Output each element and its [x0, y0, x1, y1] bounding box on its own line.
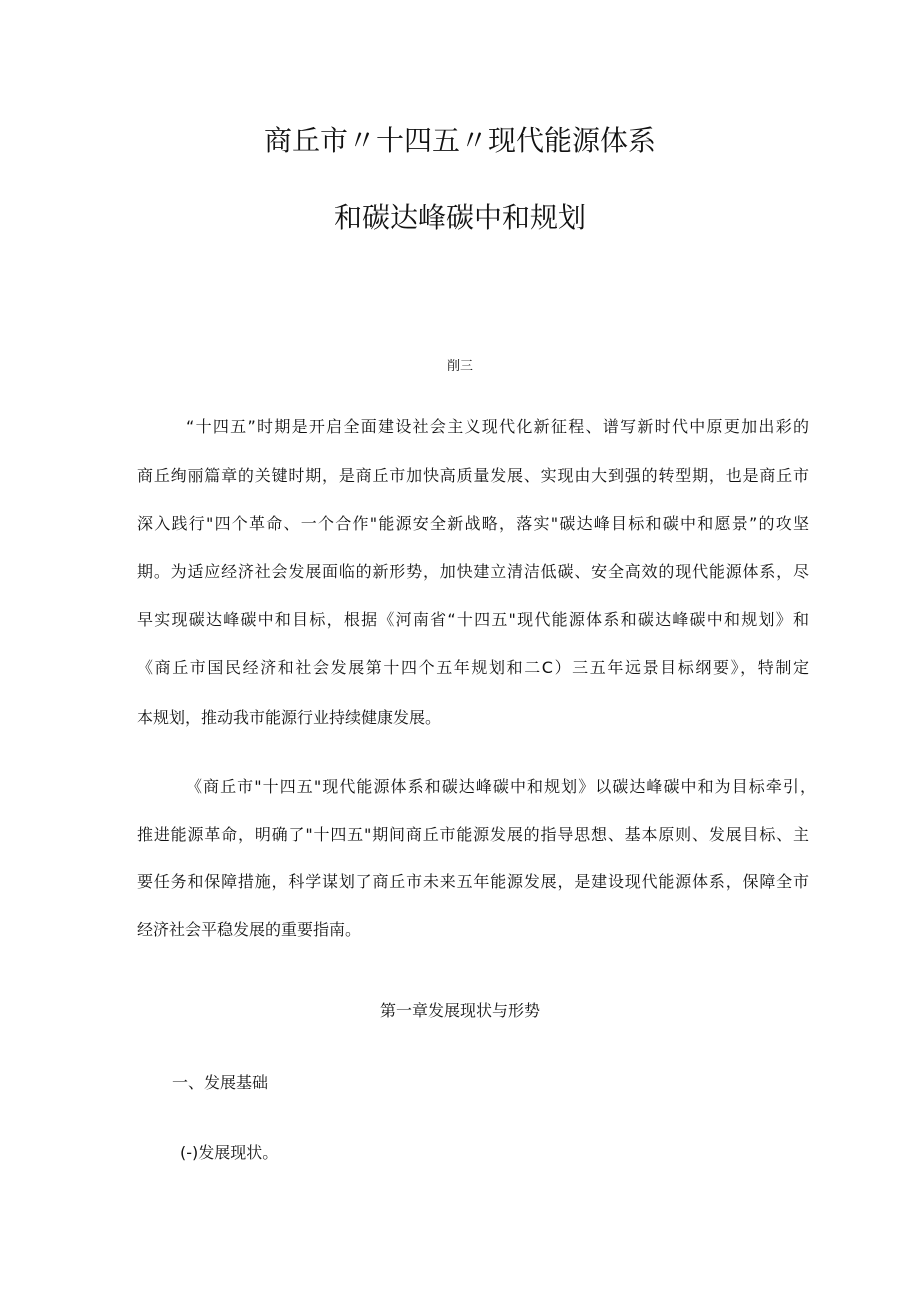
paragraph-line: 本规划，推动我市能源行业持续健康发展。: [137, 708, 442, 727]
paragraph-line: 要任务和保障措施，科学谋划了商丘市未来五年能源发展，是建设现代能源体系，保障全市: [137, 872, 809, 891]
paragraph-line: 经济社会平稳发展的重要指南。: [137, 920, 362, 939]
chapter-heading: 第一章发展现状与形势: [379, 1001, 540, 1020]
paragraph-line: 早实现碳达峰碳中和目标，根据《河南省“十四五"现代能源体系和碳达峰碳中和规划》和: [137, 610, 809, 629]
subsection-heading: (-)发展现状。: [180, 1143, 279, 1162]
preface-label: 削三: [446, 359, 473, 374]
document-title-line-1: 商丘市〃十四五〃现代能源体系: [263, 124, 656, 157]
paragraph-line: 推进能源革命，明确了"十四五"期间商丘市能源发展的指导思想、基本原则、发展目标、主: [137, 825, 809, 844]
document-title-line-2: 和碳达峰碳中和规划: [333, 201, 586, 234]
paragraph-line: 商丘绚丽篇章的关键时期，是商丘市加快高质量发展、实现由大到强的转型期，也是商丘市: [137, 466, 809, 485]
paragraph-line: 深入践行"四个革命、一个合作"能源安全新战略，落实"碳达峰目标和碳中和愿景”的攻坚: [137, 514, 809, 533]
section-heading: 一、发展基础: [172, 1073, 269, 1092]
paragraph-line: 期。为适应经济社会发展面临的新形势，加快建立清洁低碳、安全高效的现代能源体系，尽: [137, 562, 809, 581]
paragraph-line: 《商丘市国民经济和社会发展第十四个五年规划和二C）三五年远景目标纲要》，特制定: [137, 658, 809, 677]
paragraph-line: 《商丘市"十四五"现代能源体系和碳达峰碳中和规划》以碳达峰碳中和为目标牵引，: [186, 777, 816, 796]
paragraph-line: “十四五”时期是开启全面建设社会主义现代化新征程、谱写新时代中原更加出彩的: [186, 417, 809, 436]
